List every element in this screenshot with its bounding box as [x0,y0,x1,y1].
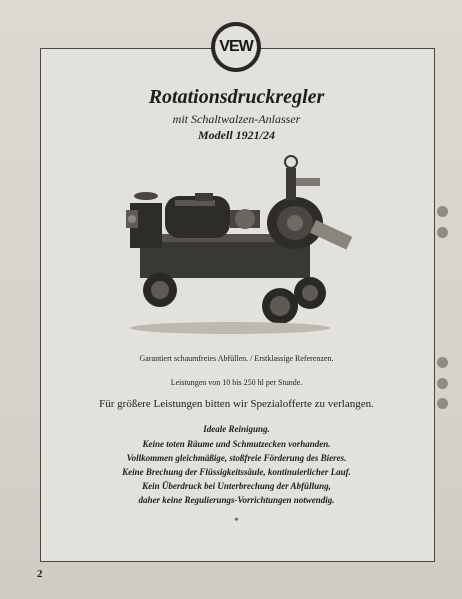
punch-hole [437,227,448,238]
machine-illustration [120,148,370,338]
logo-text: VEW [215,26,257,68]
offer-text: Für größere Leistungen bitten wir Spezialofferte zu verlangen. [99,398,374,410]
star-ornament: * [234,516,239,526]
page-title: Rotationsdruckregler [148,86,325,108]
feature-line: Keine Brechung der Flüssigkeitssäule, kontinuierlicher Lauf. [122,467,351,477]
punch-hole [437,378,448,389]
capacity-text: Leistungen von 10 bis 250 hl per Stunde. [170,378,303,387]
feature-line: daher keine Regulierungs-Vorrichtungen notwendig. [138,495,335,505]
feature-line: Keine toten Räume und Schmutzecken vorhanden. [142,439,331,449]
subtitle: mit Schaltwalzen-Anlasser [172,112,301,126]
feature-line: Kein Überdruck bei Unterbrechung der Abfüllung, [142,481,331,491]
feature-line: Vollkommen gleichmäßige, stoßfreie Förderung des Bieres. [126,453,347,463]
page-number: 2 [37,568,43,580]
punch-hole [437,357,448,368]
company-logo [211,22,261,72]
feature-line: Ideale Reinigung. [203,424,270,434]
punch-hole [437,398,448,409]
punch-hole [437,206,448,217]
guarantee-text: Garantiert schaumfreies Abfüllen. / Erstklassige Referenzen. [139,354,334,363]
model-label: Modell 1921/24 [198,128,275,142]
